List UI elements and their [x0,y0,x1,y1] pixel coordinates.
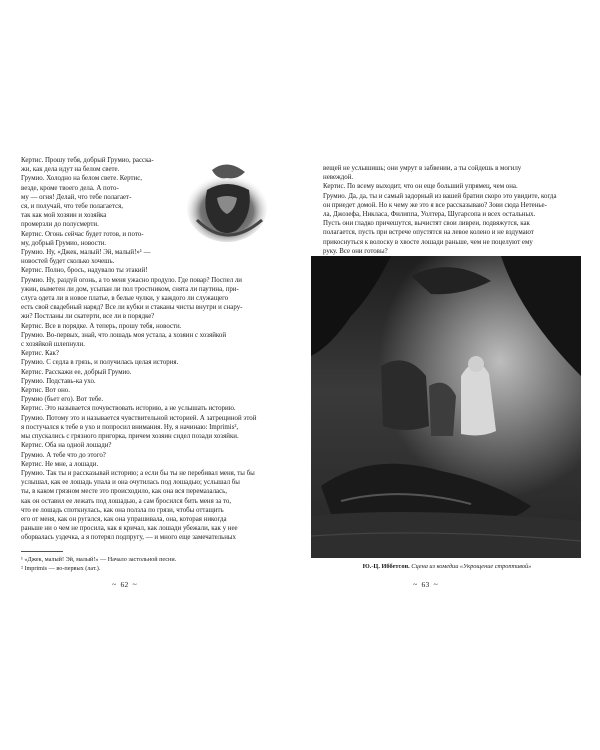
text-line: промерзли до полусмерти. [21,221,99,229]
plate-caption [311,563,583,571]
text-line: жи, как дела идут на белом свете. [21,166,120,174]
footnote-rule [21,551,63,552]
text-line: Грумио (бьет его). Вот тебе. [21,396,104,404]
page-number-left [112,580,137,589]
left-text-column [21,156,293,543]
text-line: ужин, выметен ли дом, усыпан ли пол тростником, снята ли паутина, при- [21,285,239,293]
text-line: его от меня, как он ругался, как она упрашивала, она, которая никогда [21,515,227,523]
text-line: мы спускались с грязного пригорка, причем хозяин сидел позади хозяйки. [21,433,239,441]
caption-title: Сцена из комедии «Укрощение строптивой» [411,563,532,570]
text-line: Грумио. Холодно на белом свете. Кертис, [21,175,142,183]
text-line: оборвалась уздечка, а я потерял подпругу, — и много еще замечательных [21,534,236,542]
text-line: что ее лошадь споткнулась, как она ползла по грязи, чтобы оттащить [21,506,224,514]
text-line: Кертис. Огонь сейчас будет готов, и пото- [21,230,144,238]
footnote: ² Imprimis — во-первых (лат.). [21,564,101,572]
page-number-right [413,580,438,589]
text-line: новостей будет сколько хочешь. [21,258,115,266]
text-line: жи? Постланы ли скатерти, все ли в порядке? [21,313,155,321]
text-line: Кертис. Это называется почувствовать историю, а не услышать историю. [21,405,236,413]
text-line: Кертис. Не мне, а лошади. [21,460,99,468]
engraving-plate [311,256,581,558]
text-line: ла, Джозефа, Никласа, Филиппа, Уолтера, Шугарсопа и всех остальных. [323,211,536,219]
text-line: слуга одета ли в новое платье, в белые чулки, у каждого ли служащего [21,295,229,303]
text-line: Кертис. Вот оно. [21,387,70,395]
text-line: так как мой хозяин и хозяйка [21,212,107,220]
text-line: Грумио. Ну, раздуй огонь, а то меня ужасно продуло. Где повар? Поспел ли [21,276,242,284]
text-line: он приедет домой. Но к чему же это я все рассказываю? Зови сюда Нетенье- [323,201,547,209]
text-line: Грумио. Ну, «Джек, малый! Эй, малый!»¹ — [21,249,151,257]
ornament-icon: ~ [132,580,137,589]
text-line: везде, кроме твоего дела. А пото- [21,184,119,192]
text-line: Кертис. По всему выходит, что он еще больший упрямец, чем она. [323,183,518,191]
text-line: полагается, пусть при встрече опустятся на левое колено и не вздумают [323,229,534,237]
text-line: Грумио. Потому это и называется чувствительной историей. А затрещиной этой [21,414,257,422]
ornament-icon: ~ [433,580,438,589]
ornament-icon: ~ [112,580,117,589]
text-line: Грумио. С седла в грязь, и получилась целая история. [21,359,179,367]
caption-author: Ю.-Ц. Иббетсон. [362,563,410,570]
text-line: му — огня! Делай, что тебе полагает- [21,193,132,201]
text-line: му, добрый Грумио, новости. [21,239,107,247]
text-line: ты, в каком грязном месте это происходило, как она вся перемазалась, [21,488,228,496]
folio-number: 63 [421,580,430,589]
text-line: Кертис. Прошу тебя, добрый Грумио, расска- [21,157,154,164]
text-line: Кертис. Оба на одной лошади? [21,442,112,450]
text-line: услышал, как ее лошадь упала и она очутилась под лошадью; услышал бы [21,479,240,487]
text-line: руку. Все они готовы? [323,247,388,255]
text-line: Грумио. Да, да, ты и самый задорный из вашей братии скоро это увидите, когда [323,192,557,200]
text-line: невеждой. [323,174,354,182]
text-line: с хозяйкой шлепнули. [21,341,86,349]
text-line: я постучался к тебе в ухо и попросил внимания. Ну, я начинаю: Imprimis², [21,423,239,431]
text-line: Грумио. А тебе что до этого? [21,451,106,459]
text-line: раньше ни о чем не просила, как я кричал, как лошади убежали, как у нее [21,525,238,533]
folio-number: 62 [120,580,129,589]
text-line: Кертис. Расскажи ее, добрый Грумио. [21,368,132,376]
text-line: Грумио. Подставь-ка ухо. [21,377,96,385]
footnotes [21,556,176,573]
text-line: Пусть они гладко причешутся, вычистят свои ливреи, подвяжутся, как [323,220,530,228]
text-line: прикоснуться к волоску в хвосте лошади раньше, чем не поцелуют ему [323,238,533,246]
text-line: Кертис. Полно, брось, надувало ты этакий! [21,267,148,275]
text-line: есть свой свадебный наряд? Все ли кубки и стаканы чисты внутри и снару- [21,304,243,312]
text-line: Кертис. Как? [21,350,59,358]
text-line: Грумио. Во-первых, знай, что лошадь моя устала, а хозяин с хозяйкой [21,331,227,339]
text-line: ся, и получай, что тебе полагается, [21,203,124,211]
text-line: вещей не услышишь; они умрут в забвении, а ты сойдешь в могилу [323,165,522,172]
ornament-icon: ~ [413,580,418,589]
footnote: ¹ «Джек, малый! Эй, малый!» — Начало застольной песни. [21,556,177,563]
text-line: как он оставил ее лежать под лошадью, а сам бросился бить меня за то, [21,497,232,505]
text-line: Грумио. Так ты и рассказывай историю; а если бы ты не перебивал меня, ты бы [21,469,255,477]
text-line: Кертис. Все в порядке. А теперь, прошу тебя, новости. [21,322,182,330]
